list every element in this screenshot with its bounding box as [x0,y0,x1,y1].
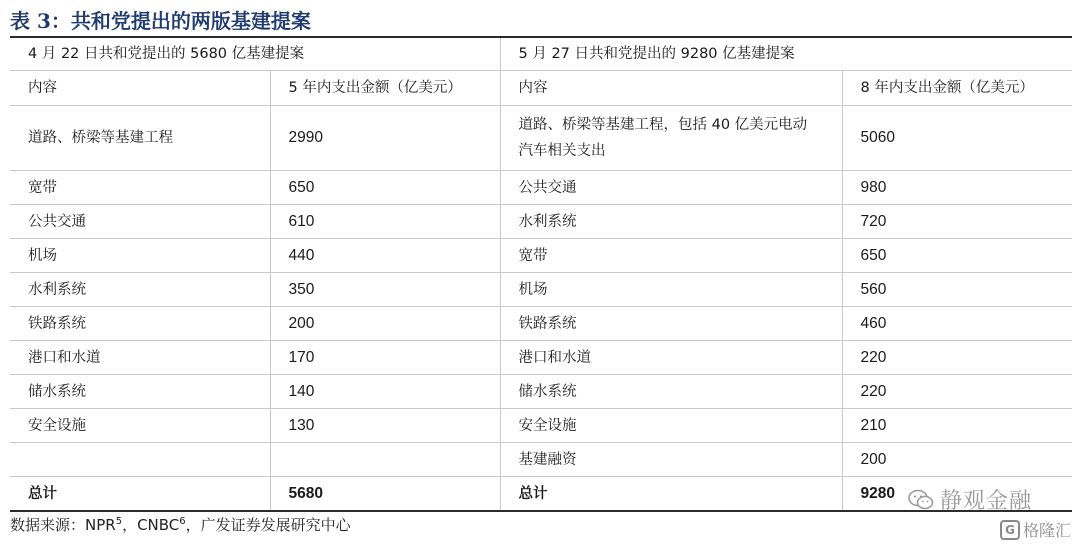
left-value-cell: 2990 [270,106,500,171]
left-value-cell [270,443,500,477]
table-row [10,239,1072,273]
left-item-cell [10,443,270,477]
logo-text: 格隆汇 [1023,521,1072,540]
table-row [10,375,1072,409]
left-total-label: 总计 [10,477,270,512]
right-item-cell: 宽带 [500,239,842,273]
table-row [10,106,1072,171]
right-value-cell: 220 [842,375,1072,409]
table-row [10,341,1072,375]
source-note [10,514,351,535]
table-title: 表 3：共和党提出的两版基建提案 [10,9,311,33]
right-item-header: 内容 [500,71,842,106]
column-header-row [10,71,1072,106]
source-suffix: ，广发证券发展研究中心 [185,516,351,534]
right-value-cell: 220 [842,341,1072,375]
left-item-cell: 宽带 [10,171,270,205]
left-value-cell: 140 [270,375,500,409]
right-item-cell: 铁路系统 [500,307,842,341]
right-item-cell: 基建融资 [500,443,842,477]
watermark [908,484,1032,515]
right-value-cell: 210 [842,409,1072,443]
table-row [10,273,1072,307]
right-item-cell: 安全设施 [500,409,842,443]
left-group-header: 4 月 22 日共和党提出的 5680 亿基建提案 [10,37,500,71]
left-value-cell: 610 [270,205,500,239]
right-value-cell: 560 [842,273,1072,307]
right-total-label: 总计 [500,477,842,512]
source-ref-npr: 5 [115,516,123,527]
gelonghui-logo [1000,518,1071,541]
left-item-cell: 港口和水道 [10,341,270,375]
table-row [10,307,1072,341]
right-value-cell: 200 [842,443,1072,477]
left-item-cell: 水利系统 [10,273,270,307]
group-header-row [10,37,1072,71]
right-item-cell: 港口和水道 [500,341,842,375]
right-value-cell: 5060 [842,106,1072,171]
left-value-cell: 440 [270,239,500,273]
wechat-icon [908,489,934,511]
source-ref-cnbc: 6 [179,516,186,527]
left-item-header: 内容 [10,71,270,106]
table-row [10,443,1072,477]
right-item-cell: 道路、桥梁等基建工程，包括 40 亿美元电动汽车相关支出 [500,106,842,171]
right-value-cell: 650 [842,239,1072,273]
left-amount-header: 5 年内支出金额（亿美元） [270,71,500,106]
left-item-cell: 机场 [10,239,270,273]
right-amount-header: 8 年内支出金额（亿美元） [842,71,1072,106]
left-item-cell: 公共交通 [10,205,270,239]
logo-mark-icon: G [1000,520,1020,540]
left-item-cell: 铁路系统 [10,307,270,341]
source-mid: ，CNBC [122,516,180,534]
right-item-cell: 机场 [500,273,842,307]
right-group-header: 5 月 27 日共和党提出的 9280 亿基建提案 [500,37,1072,71]
left-item-cell: 安全设施 [10,409,270,443]
left-item-cell: 储水系统 [10,375,270,409]
right-value-cell: 720 [842,205,1072,239]
right-item-cell: 储水系统 [500,375,842,409]
left-value-cell: 350 [270,273,500,307]
left-value-cell: 200 [270,307,500,341]
table-row [10,409,1072,443]
left-value-cell: 170 [270,341,500,375]
right-total-value: 9280 [842,477,1072,512]
right-value-cell: 460 [842,307,1072,341]
table-row [10,171,1072,205]
watermark-text: 静观金融 [940,489,1033,514]
right-item-cell: 公共交通 [500,171,842,205]
infrastructure-proposal-table [10,36,1072,512]
left-item-cell: 道路、桥梁等基建工程 [10,106,270,171]
left-value-cell: 650 [270,171,500,205]
left-total-value: 5680 [270,477,500,512]
right-value-cell: 980 [842,171,1072,205]
table-row [10,205,1072,239]
right-item-cell: 水利系统 [500,205,842,239]
source-prefix: 数据来源：NPR [10,516,116,534]
left-value-cell: 130 [270,409,500,443]
